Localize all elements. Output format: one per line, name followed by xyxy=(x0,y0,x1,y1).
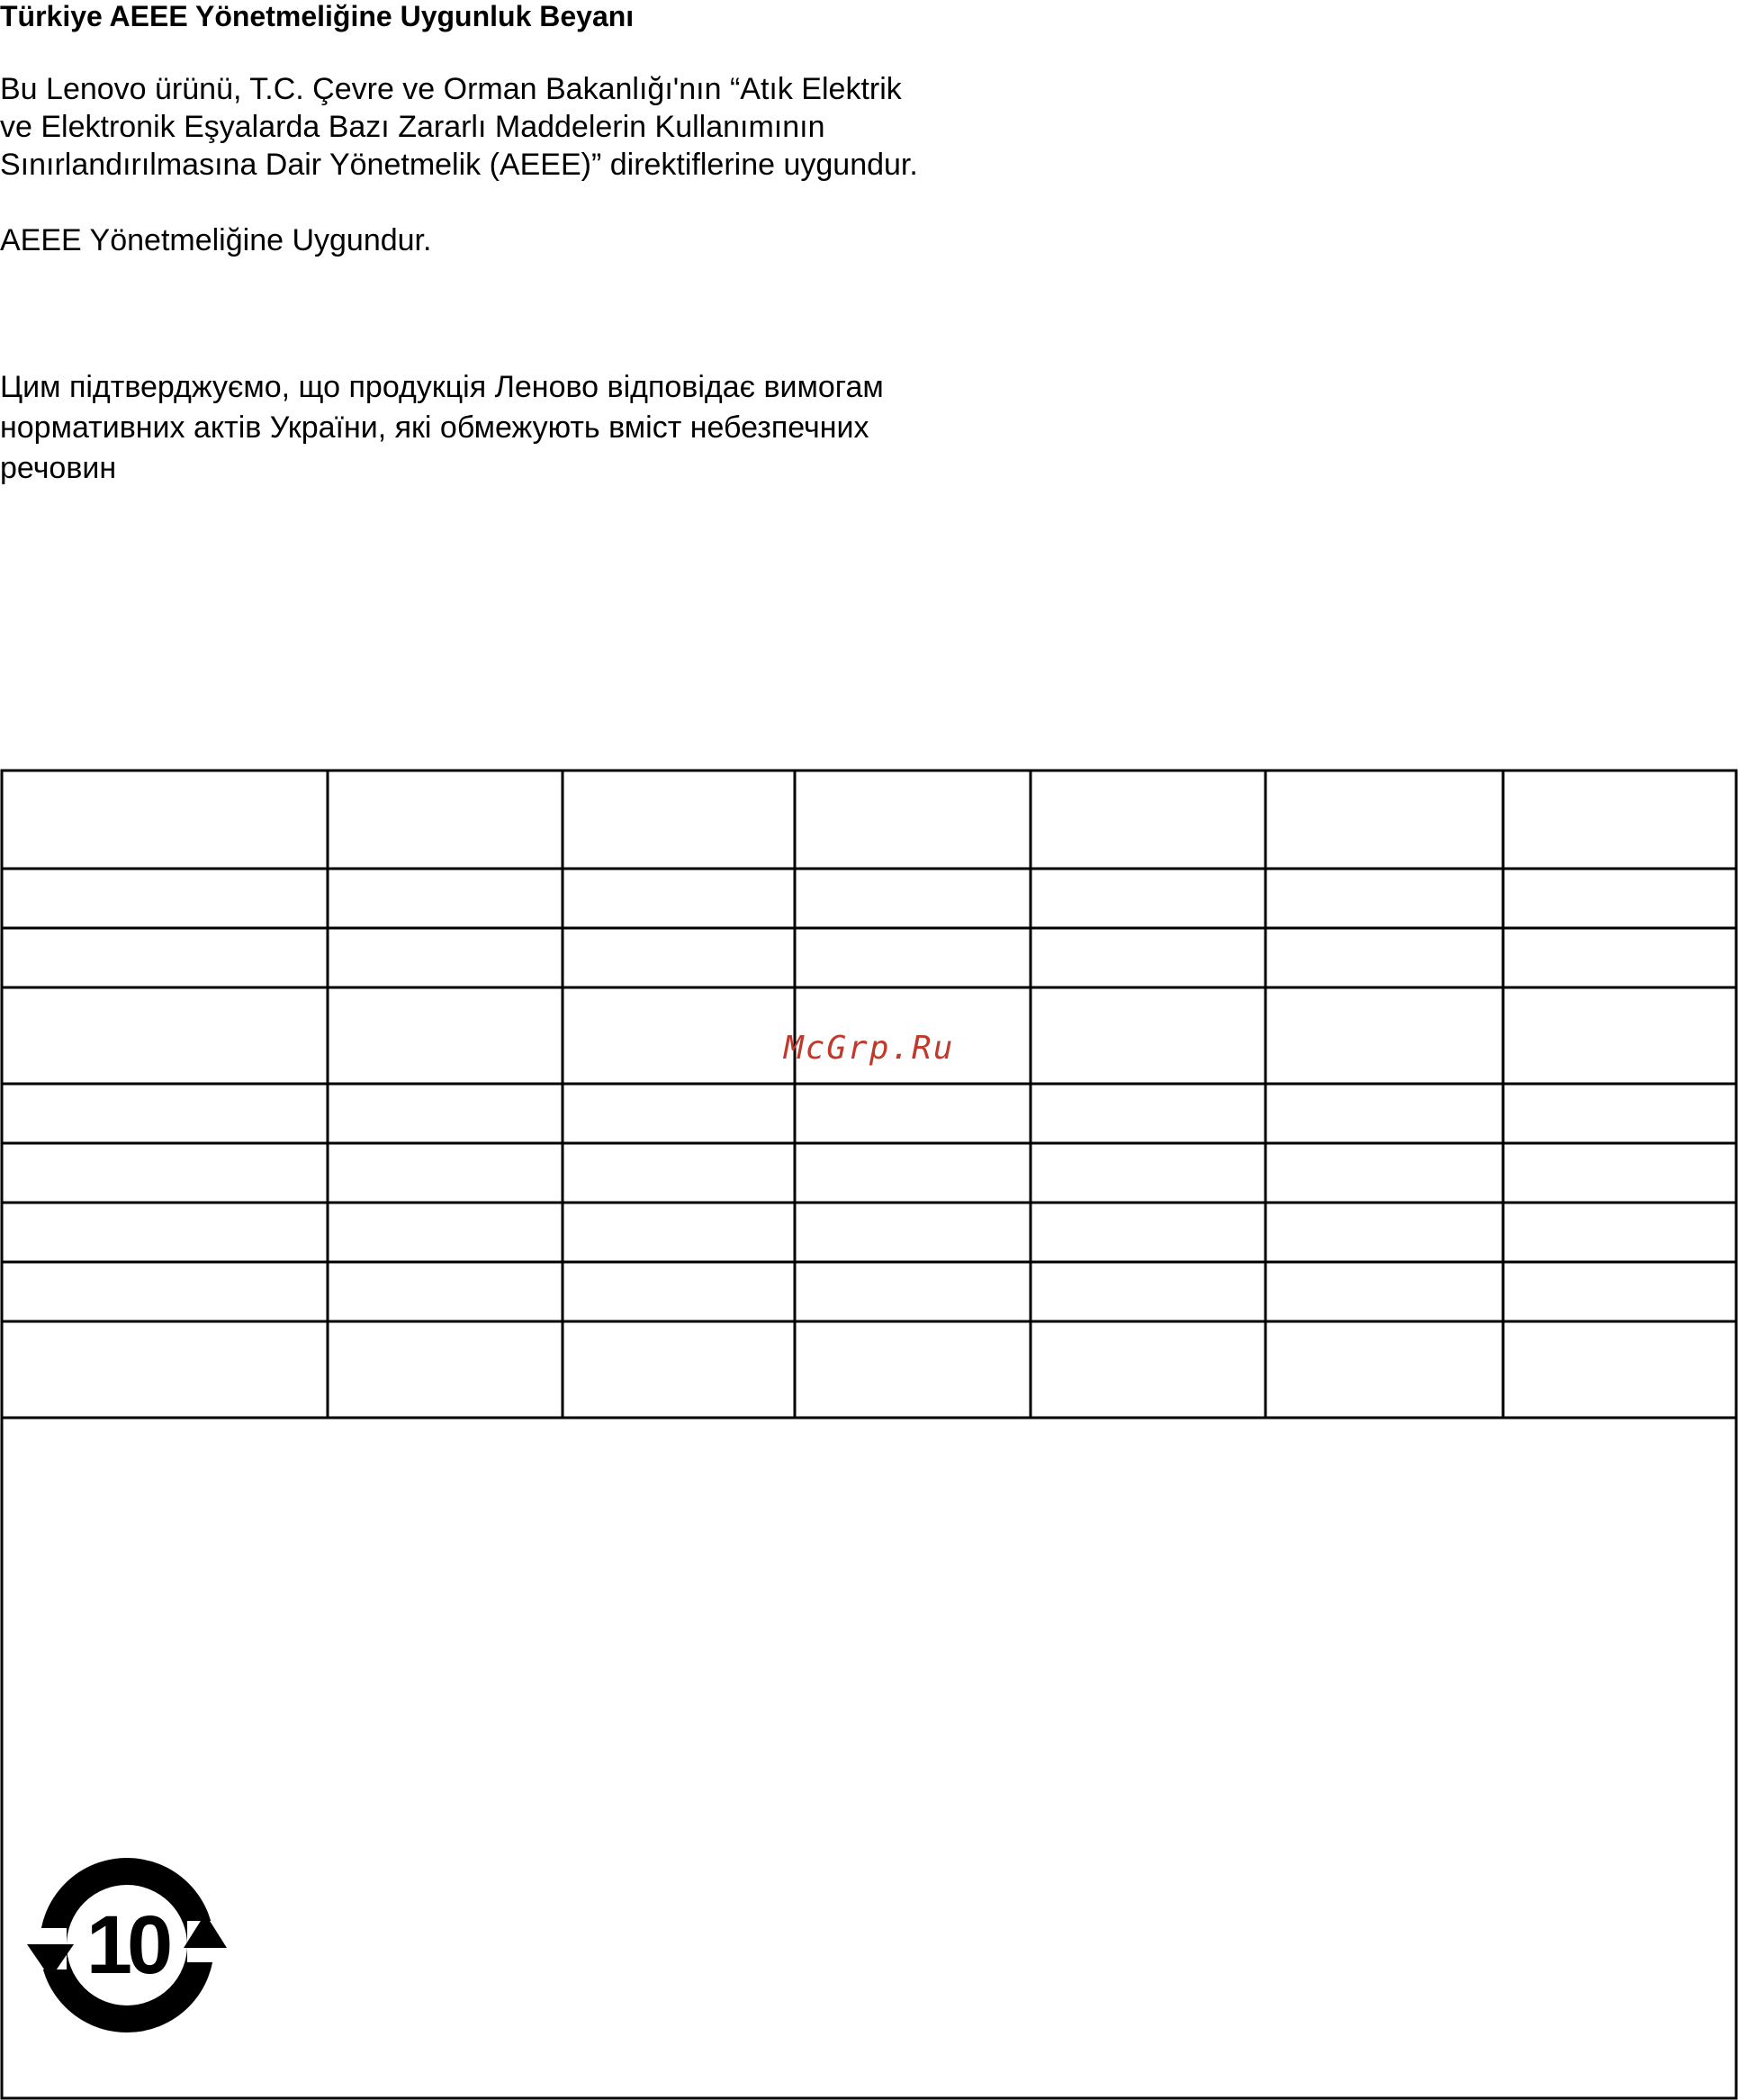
ukraine-paragraph-line: нормативних актів України, які обмежують вміст небезпечних xyxy=(0,410,869,445)
table-outer-border xyxy=(2,771,1736,2098)
turkey-paragraph-line: ve Elektronik Eşyalarda Bazı Zararlı Maddelerin Kullanımının xyxy=(0,110,825,144)
turkey-compliance-statement: AEEE Yönetmeliğine Uygundur. xyxy=(0,223,432,257)
turkey-paragraph-line: Sınırlandırılmasına Dair Yönetmelik (AEEE)” direktiflerine uygundur. xyxy=(0,148,918,182)
turkey-paragraph-line: Bu Lenovo ürünü, T.C. Çevre ve Orman Bakanlığı'nın “Atık Elektrik xyxy=(0,72,902,106)
turkey-heading: Türkiye AEEE Yönetmeliğine Uygunluk Beyanı xyxy=(0,0,635,32)
ukraine-paragraph-line: Цим підтверджуємо, що продукція Леново відповідає вимогам xyxy=(0,370,884,404)
efup-number: 10 xyxy=(86,1899,168,1991)
efup-10-year-logo xyxy=(23,1852,230,2038)
watermark-text: McGrp.Ru xyxy=(784,1030,955,1067)
ukraine-paragraph-line: речовин xyxy=(0,451,117,485)
